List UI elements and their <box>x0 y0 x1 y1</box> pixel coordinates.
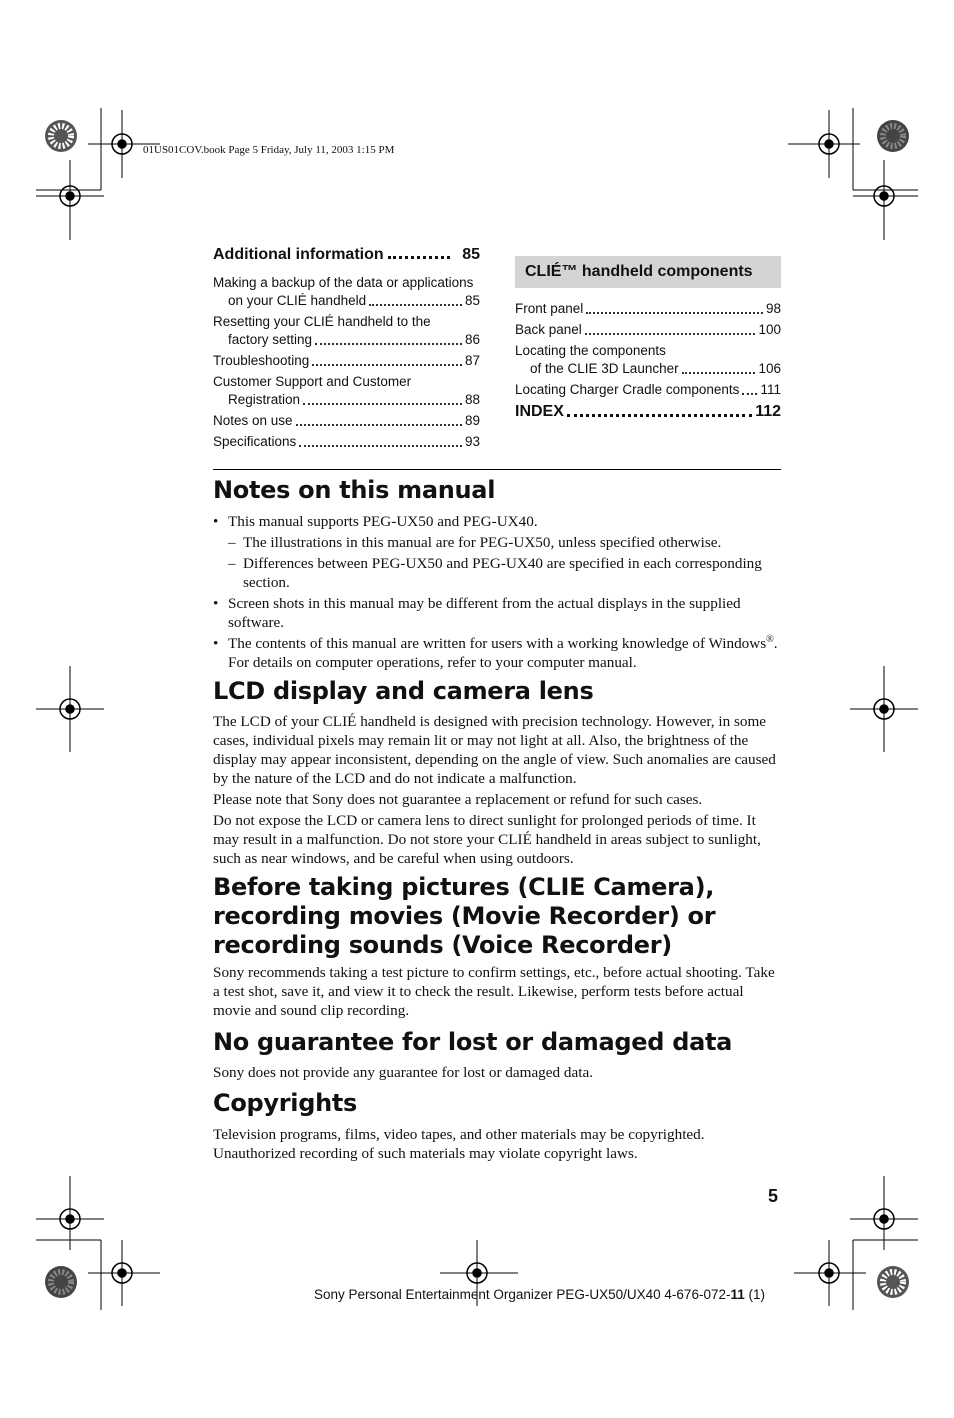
copyrights-heading: Copyrights <box>213 1089 358 1117</box>
file-header: 01US01COV.book Page 5 Friday, July 11, 2003 1:15 PM <box>143 144 395 156</box>
toc-entry[interactable]: Making a backup of the data or applications on your CLIÉ handheld 85 <box>213 275 480 308</box>
page-number: 5 <box>768 1186 779 1206</box>
paragraph: The LCD of your CLIÉ handheld is designed with precision technology. However, in some cases, individual pixels may remain lit or may not light at all. Also, the brightness of the display may appear inconsistent, depending on the angle of view. Such anomalies are caused by the nature of the LCD and do not indicate a malfunction. <box>213 713 776 787</box>
toc-entry[interactable]: Customer Support and Customer Registration 88 <box>213 374 480 407</box>
copyrights-body <box>213 1125 781 1165</box>
lcd-heading: LCD display and camera lens <box>213 677 594 705</box>
notes-heading: Notes on this manual <box>213 476 496 504</box>
list-item: • This manual supports PEG-UX50 and PEG-UX40. – The illustrations in this manual are for PEG-UX50, unless specified otherwise. – Differences between PEG-UX50 and PEG-UX40 are specified in each corresponding section. <box>213 512 781 592</box>
guarantee-heading: No guarantee for lost or damaged data <box>213 1028 733 1056</box>
toc-left-title[interactable]: Additional information 85 <box>213 246 480 263</box>
section-divider <box>213 469 781 470</box>
paragraph: Sony does not provide any guarantee for lost or damaged data. <box>213 1064 593 1081</box>
toc-entry[interactable]: Troubleshooting 87 <box>213 353 480 368</box>
components-box-title: CLIÉ™ handheld components <box>515 256 781 288</box>
toc-entry[interactable]: Specifications 93 <box>213 434 480 449</box>
paragraph: Do not expose the LCD or camera lens to direct sunlight for prolonged periods of time. It may result in a malfunction. Do not store your CLIÉ handheld in areas subject to sunlight, such as near windows, and be careful when using outdoors. <box>213 812 761 867</box>
toc-entry[interactable]: Resetting your CLIÉ handheld to the factory setting 86 <box>213 314 480 347</box>
toc-entry[interactable]: Front panel 98 <box>515 301 781 316</box>
toc-left <box>213 246 480 454</box>
footer: Sony Personal Entertainment Organizer PEG-UX50/UX40 4-676-072-11 (1) <box>314 1287 765 1302</box>
toc-entry[interactable]: Locating the components of the CLIE 3D Launcher 106 <box>515 343 781 376</box>
paragraph: Television programs, films, video tapes, and other materials may be copyrighted. Unauthorized recording of such materials may violate copyright laws. <box>213 1126 705 1162</box>
paragraph: Sony recommends taking a test picture to confirm settings, etc., before actual shooting. Take a test shot, save it, and view it to check the result. Likewise, perform tests before actual movie and sound clip recording. <box>213 964 775 1019</box>
list-item: – Differences between PEG-UX50 and PEG-UX40 are specified in each corresponding section. <box>228 554 781 592</box>
paragraph: Please note that Sony does not guarantee a replacement or refund for such cases. <box>213 791 703 808</box>
toc-entry[interactable]: Notes on use 89 <box>213 413 480 428</box>
toc-entry[interactable]: Back panel 100 <box>515 322 781 337</box>
list-item: • Screen shots in this manual may be different from the actual displays in the supplied software. <box>213 594 781 632</box>
lcd-body <box>213 712 781 870</box>
before-heading: Before taking pictures (CLIE Camera), recording movies (Movie Recorder) or recording sounds (Voice Recorder) <box>213 873 716 959</box>
toc-right <box>515 256 781 421</box>
toc-index[interactable]: INDEX 112 <box>515 403 781 420</box>
guarantee-body <box>213 1063 781 1084</box>
list-item: – The illustrations in this manual are for PEG-UX50, unless specified otherwise. <box>228 533 781 552</box>
notes-list <box>213 512 781 674</box>
list-item: • The contents of this manual are written for users with a working knowledge of Windows®. For details on computer operations, refer to your computer manual. <box>213 634 781 672</box>
toc-entry[interactable]: Locating Charger Cradle components 111 <box>515 382 781 397</box>
before-body <box>213 963 781 1022</box>
